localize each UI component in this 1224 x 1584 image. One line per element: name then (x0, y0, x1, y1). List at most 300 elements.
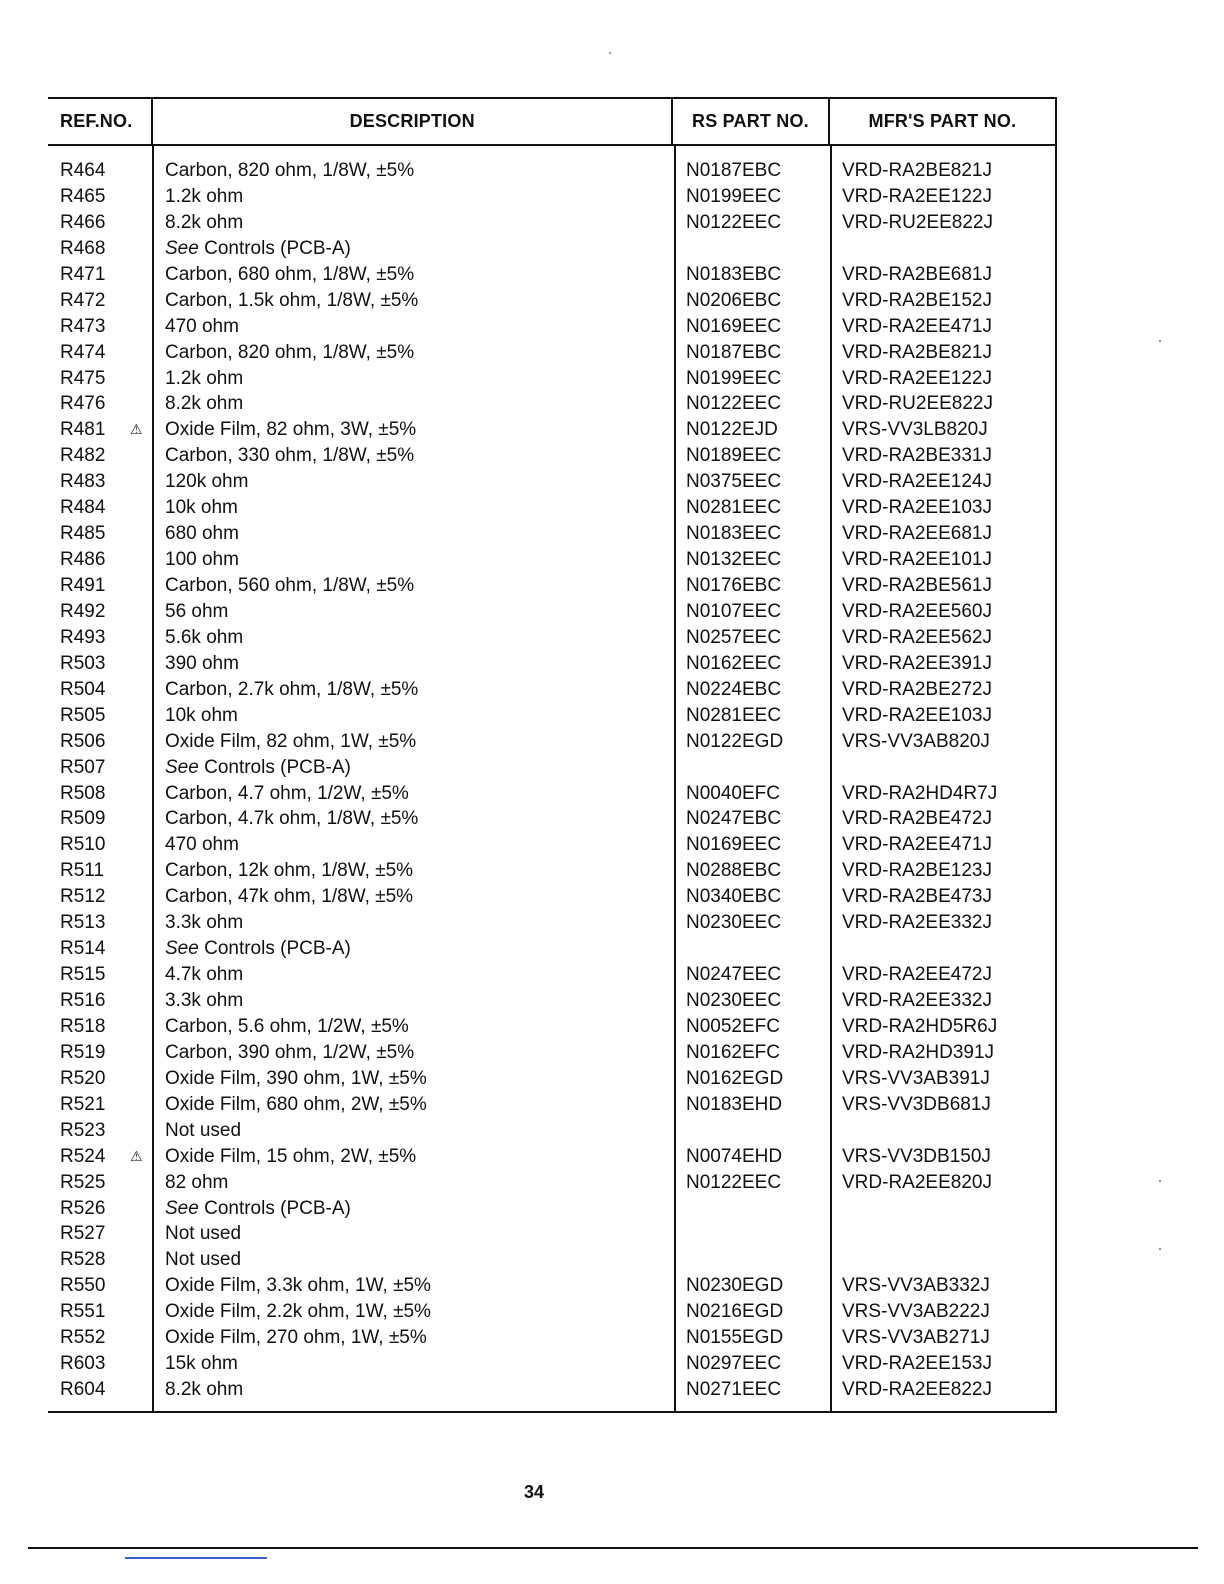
mfr-part-no: VRD-RA2EE122J (842, 185, 992, 207)
ref-no: R491 (60, 575, 106, 596)
description-text: Oxide Film, 3.3k ohm, 1W, ±5% (165, 1275, 431, 1297)
table-header (48, 99, 1057, 146)
rs-part-no: N0340EBC (686, 886, 782, 908)
rs-part-no: N0155EGD (686, 1327, 784, 1349)
table-row-description (154, 469, 674, 495)
description-text: 8.2k ohm (165, 211, 244, 233)
description-text: Controls (PCB-A) (204, 756, 351, 778)
table-row-description (154, 417, 674, 443)
rs-part-no: N0162EGD (686, 1067, 784, 1089)
description-text: Carbon, 2.7k ohm, 1/8W, ±5% (165, 678, 419, 700)
rs-part-no: N0183EHD (686, 1093, 783, 1115)
table-row-ref (48, 677, 152, 703)
ref-no: R507 (60, 756, 106, 778)
mfr-part-no (832, 1196, 1055, 1222)
ref-no: R486 (60, 549, 106, 571)
description-text: 15k ohm (165, 1353, 238, 1375)
table-row-description (154, 573, 674, 599)
mfr-part-no: VRS-VV3AB222J (842, 1301, 990, 1323)
description-text: 4.7k ohm (165, 964, 244, 986)
rs-part-no: N0271EEC (686, 1379, 782, 1401)
table-row-ref (48, 703, 152, 729)
ref-no: R483 (60, 471, 106, 493)
table-row-description (154, 988, 674, 1014)
rs-part-no: N0224EBC (686, 678, 782, 700)
table-row-description (154, 1014, 674, 1040)
rs-part-no: N0169EEC (686, 315, 782, 337)
description-text: Carbon, 4.7 ohm, 1/2W, ±5% (165, 782, 409, 804)
rs-part-no: N0187EBC (686, 160, 782, 181)
table-row-description (154, 210, 674, 236)
table-row-description (154, 962, 674, 988)
table-row-description (154, 262, 674, 288)
table-row-description (154, 1144, 674, 1170)
table-row-ref (48, 781, 152, 807)
page-number: 34 (523, 1482, 545, 1502)
description-text: Oxide Film, 680 ohm, 2W, ±5% (165, 1093, 427, 1115)
table-row-description (154, 391, 674, 417)
table-row-description (154, 521, 674, 547)
ref-no: R474 (60, 341, 106, 363)
table-row-description (154, 1170, 674, 1196)
description-text: Controls (PCB-A) (204, 938, 351, 960)
rs-part-no: N0199EEC (686, 185, 782, 207)
table-row-description (154, 910, 674, 936)
description-text: Oxide Film, 82 ohm, 1W, ±5% (165, 730, 417, 752)
table-row-ref (48, 625, 152, 651)
mfr-part-no: VRD-RA2BE821J (842, 341, 992, 363)
rs-part-no: N0247EBC (686, 808, 782, 830)
rs-part-no: N0074EHD (686, 1145, 783, 1167)
ref-no: R527 (60, 1223, 106, 1245)
table-row-ref (48, 962, 152, 988)
table-row-ref (48, 469, 152, 495)
table-body (48, 146, 1057, 1411)
table-row-description (154, 858, 674, 884)
header-ref-no: REF.NO. (60, 111, 133, 131)
mfr-part-no (832, 936, 1055, 962)
table-row-ref (48, 1092, 152, 1118)
description-text: Oxide Film, 82 ohm, 3W, ±5% (165, 419, 417, 441)
description-text: 8.2k ohm (165, 393, 244, 415)
description-text: Carbon, 560 ohm, 1/8W, ±5% (165, 575, 415, 596)
rs-part-no (676, 236, 830, 262)
mfr-part-no: VRD-RA2EE472J (842, 964, 992, 986)
description-text: Carbon, 330 ohm, 1/8W, ±5% (165, 445, 415, 467)
safety-warning-icon: ⚠ (130, 421, 143, 438)
table-row-ref (48, 184, 152, 210)
table-row-ref (48, 366, 152, 392)
mfr-part-no: VRD-RA2HD4R7J (842, 782, 998, 804)
ref-no: R481 (60, 419, 106, 441)
ref-no: R473 (60, 315, 106, 337)
table-row-ref (48, 391, 152, 417)
rs-part-no: N0375EEC (686, 471, 782, 493)
ref-no: R506 (60, 730, 106, 752)
table-row-ref (48, 521, 152, 547)
mfr-part-no: VRD-RA2EE103J (842, 497, 992, 519)
table-row-ref (48, 1247, 152, 1273)
ref-no: R521 (60, 1093, 106, 1115)
rs-part-no: N0169EEC (686, 834, 782, 856)
table-row-ref (48, 262, 152, 288)
rs-part-no: N0122EGD (686, 730, 784, 752)
table-row-description (154, 184, 674, 210)
ref-no: R511 (60, 860, 105, 882)
ref-no: R493 (60, 626, 106, 648)
ref-no: R518 (60, 1015, 106, 1037)
mfr-part-no: VRD-RA2BE473J (842, 886, 992, 908)
table-row-description (154, 547, 674, 573)
table-row-description (154, 1247, 674, 1273)
rs-part-no: N0297EEC (686, 1353, 782, 1375)
scan-speck (609, 52, 611, 54)
ref-no: R524 (60, 1145, 106, 1167)
description-text: Carbon, 820 ohm, 1/8W, ±5% (165, 341, 415, 363)
table-row-description (154, 236, 674, 262)
table-row-description (154, 366, 674, 392)
ref-no: R523 (60, 1119, 106, 1141)
rs-part-no: N0281EEC (686, 704, 782, 726)
ref-no: R503 (60, 652, 106, 674)
mfr-part-no (832, 1247, 1055, 1273)
table-row-description (154, 806, 674, 832)
rs-part-no: N0216EGD (686, 1301, 784, 1323)
table-row-ref (48, 884, 152, 910)
table-row-ref (48, 1273, 152, 1299)
mfr-part-no: VRD-RA2HD5R6J (842, 1015, 998, 1037)
description-text: 10k ohm (165, 497, 238, 519)
ref-no: R466 (60, 211, 106, 233)
table-row-ref (48, 210, 152, 236)
rs-part-no: N0183EEC (686, 523, 782, 545)
description-text: Carbon, 12k ohm, 1/8W, ±5% (165, 860, 414, 882)
table-row-description (154, 314, 674, 340)
table-row-ref (48, 1325, 152, 1351)
ref-no: R528 (60, 1249, 106, 1271)
mfr-part-no (832, 236, 1055, 262)
description-text: 470 ohm (165, 834, 239, 856)
rs-part-no: N0230EEC (686, 990, 782, 1011)
mfr-part-no: VRD-RA2HD391J (842, 1041, 995, 1063)
mfr-part-no: VRD-RA2EE681J (842, 523, 992, 545)
rs-part-no (676, 755, 830, 781)
ref-no: R484 (60, 497, 106, 519)
ref-no: R526 (60, 1197, 106, 1219)
rs-part-no (676, 1196, 830, 1222)
see-reference: See (165, 756, 199, 778)
ref-no: R550 (60, 1275, 106, 1297)
mfr-part-no (832, 1118, 1055, 1144)
ref-no: R464 (60, 160, 106, 181)
table-row-description (154, 1351, 674, 1377)
table-row-description (154, 729, 674, 755)
description-text: 1.2k ohm (165, 185, 244, 207)
rs-part-no (676, 1247, 830, 1273)
ref-no: R551 (60, 1301, 106, 1323)
description-text: Oxide Film, 15 ohm, 2W, ±5% (165, 1145, 417, 1167)
table-row-description (154, 1377, 674, 1403)
mfr-part-no: VRS-VV3LB820J (842, 419, 988, 441)
table-row-ref (48, 1196, 152, 1222)
rs-part-no: N0183EBC (686, 263, 782, 285)
ref-no: R471 (60, 263, 106, 285)
description-text: Carbon, 47k ohm, 1/8W, ±5% (165, 886, 414, 908)
table-row-ref (48, 936, 152, 962)
description-text: 82 ohm (165, 1171, 229, 1193)
ref-no: R515 (60, 964, 106, 986)
table-row-description (154, 884, 674, 910)
description-text: Carbon, 390 ohm, 1/2W, ±5% (165, 1041, 415, 1063)
rs-part-no: N0230EGD (686, 1275, 784, 1297)
rs-part-no: N0187EBC (686, 341, 782, 363)
description-text: Not used (165, 1119, 242, 1141)
table-row-description (154, 495, 674, 521)
table-row-description (154, 1066, 674, 1092)
mfr-part-no: VRD-RA2BE123J (842, 860, 992, 882)
rs-part-column (674, 146, 830, 1411)
ref-no: R472 (60, 289, 106, 311)
table-row-ref (48, 1066, 152, 1092)
description-text: Carbon, 1.5k ohm, 1/8W, ±5% (165, 289, 419, 311)
table-row-ref (48, 1144, 152, 1170)
description-text: 680 ohm (165, 523, 239, 545)
mfr-part-no: VRS-VV3AB271J (842, 1327, 990, 1349)
table-row-description (154, 1273, 674, 1299)
table-row-description (154, 936, 674, 962)
ref-no: R509 (60, 808, 106, 830)
ref-no: R504 (60, 678, 106, 700)
description-text: 10k ohm (165, 704, 238, 726)
description-text: 120k ohm (165, 471, 249, 493)
rs-part-no: N0206EBC (686, 289, 782, 311)
header-rs-part-no: RS PART NO. (671, 99, 828, 144)
table-row-ref (48, 599, 152, 625)
description-text: 3.3k ohm (165, 990, 244, 1011)
description-text: Oxide Film, 270 ohm, 1W, ±5% (165, 1327, 427, 1349)
mfr-part-no: VRD-RA2BE272J (842, 678, 992, 700)
table-row-ref (48, 1377, 152, 1403)
description-text: Not used (165, 1249, 242, 1271)
mfr-part-no: VRS-VV3AB332J (842, 1275, 990, 1297)
mfr-part-no: VRD-RA2EE332J (842, 990, 992, 1011)
table-row-description (154, 703, 674, 729)
table-row-ref (48, 1221, 152, 1247)
rs-part-no: N0122EEC (686, 1171, 782, 1193)
ref-no: R465 (60, 185, 106, 207)
header-description: DESCRIPTION (151, 99, 671, 144)
table-row-ref (48, 832, 152, 858)
ref-no: R475 (60, 367, 106, 389)
ref-no-column (48, 146, 152, 1411)
rs-part-no: N0052EFC (686, 1015, 780, 1037)
description-text: 8.2k ohm (165, 1379, 244, 1401)
table-row-ref (48, 1118, 152, 1144)
ref-no: R468 (60, 237, 106, 259)
rs-part-no: N0281EEC (686, 497, 782, 519)
description-column (152, 146, 674, 1411)
rs-part-no: N0230EEC (686, 912, 782, 934)
mfr-part-no: VRD-RA2EE124J (842, 471, 992, 493)
table-row-ref (48, 1040, 152, 1066)
ref-no: R516 (60, 990, 106, 1011)
mfr-part-no: VRD-RA2BE681J (842, 263, 992, 285)
table-row-ref (48, 573, 152, 599)
table-row-ref (48, 417, 152, 443)
table-row-ref (48, 806, 152, 832)
description-text: 390 ohm (165, 652, 239, 674)
description-text: Carbon, 820 ohm, 1/8W, ±5% (165, 160, 415, 181)
ref-no: R482 (60, 445, 106, 467)
mfr-part-no: VRD-RA2EE471J (842, 315, 992, 337)
table-row-ref (48, 158, 152, 184)
table-row-description (154, 755, 674, 781)
table-row-description (154, 1221, 674, 1247)
mfr-part-no: VRS-VV3DB681J (842, 1093, 991, 1115)
rs-part-no: N0199EEC (686, 367, 782, 389)
rs-part-no: N0288EBC (686, 860, 782, 882)
table-row-ref (48, 340, 152, 366)
description-text: 5.6k ohm (165, 626, 244, 648)
footer-rule (28, 1547, 1198, 1549)
description-text: Not used (165, 1223, 242, 1245)
rs-part-no: N0247EEC (686, 964, 782, 986)
mfr-part-no: VRD-RA2BE561J (842, 575, 992, 596)
mfr-part-column (830, 146, 1057, 1411)
mfr-part-no (832, 755, 1055, 781)
rs-part-no: N0122EEC (686, 393, 782, 415)
table-row-ref (48, 236, 152, 262)
ref-no: R519 (60, 1041, 106, 1063)
mfr-part-no: VRD-RA2BE821J (842, 160, 992, 181)
table-row-ref (48, 1170, 152, 1196)
scan-speck (1159, 1180, 1161, 1182)
mfr-part-no: VRD-RA2BE152J (842, 289, 992, 311)
rs-part-no: N0162EFC (686, 1041, 780, 1063)
mfr-part-no: VRD-RA2EE332J (842, 912, 992, 934)
mfr-part-no: VRD-RU2EE822J (842, 393, 993, 415)
parts-table (48, 97, 1057, 1413)
ref-no: R520 (60, 1067, 106, 1089)
mfr-part-no: VRD-RA2EE391J (842, 652, 992, 674)
mfr-part-no: VRD-RA2EE822J (842, 1379, 992, 1401)
description-text: 56 ohm (165, 600, 229, 622)
rs-part-no: N0122EJD (686, 419, 778, 441)
rs-part-no: N0189EEC (686, 445, 782, 467)
table-row-ref (48, 858, 152, 884)
ref-no: R525 (60, 1171, 106, 1193)
ref-no: R476 (60, 393, 106, 415)
description-text: Controls (PCB-A) (204, 1197, 351, 1219)
table-row-ref (48, 1351, 152, 1377)
table-row-description (154, 1196, 674, 1222)
table-row-description (154, 677, 674, 703)
table-row-description (154, 651, 674, 677)
description-text: 100 ohm (165, 549, 239, 571)
table-row-ref (48, 443, 152, 469)
mfr-part-no: VRD-RA2EE471J (842, 834, 992, 856)
table-row-description (154, 158, 674, 184)
ref-no: R604 (60, 1379, 106, 1401)
mfr-part-no: VRD-RA2EE560J (842, 600, 992, 622)
table-row-description (154, 1299, 674, 1325)
table-row-ref (48, 988, 152, 1014)
ref-no: R603 (60, 1353, 106, 1375)
ref-no: R485 (60, 523, 106, 545)
ref-no: R492 (60, 600, 106, 622)
mfr-part-no: VRD-RA2BE331J (842, 445, 992, 467)
rs-part-no: N0040EFC (686, 782, 780, 804)
footer-blue-line (125, 1557, 267, 1559)
rs-part-no (676, 936, 830, 962)
mfr-part-no: VRS-VV3DB150J (842, 1145, 991, 1167)
see-reference: See (165, 237, 199, 259)
table-row-ref (48, 651, 152, 677)
description-text: Controls (PCB-A) (204, 237, 351, 259)
mfr-part-no: VRD-RA2BE472J (842, 808, 992, 830)
table-row-ref (48, 910, 152, 936)
ref-no: R514 (60, 938, 106, 960)
table-row-description (154, 1092, 674, 1118)
header-mfr-part-no: MFR'S PART NO. (828, 99, 1057, 144)
description-text: Oxide Film, 2.2k ohm, 1W, ±5% (165, 1301, 431, 1323)
rs-part-no (676, 1118, 830, 1144)
table-row-ref (48, 729, 152, 755)
description-text: 1.2k ohm (165, 367, 244, 389)
table-row-description (154, 832, 674, 858)
table-row-description (154, 288, 674, 314)
description-text: 3.3k ohm (165, 912, 244, 934)
table-row-ref (48, 314, 152, 340)
mfr-part-no: VRD-RU2EE822J (842, 211, 993, 233)
table-row-ref (48, 755, 152, 781)
ref-no: R508 (60, 782, 106, 804)
table-row-ref (48, 288, 152, 314)
table-row-ref (48, 1014, 152, 1040)
mfr-part-no: VRD-RA2EE820J (842, 1171, 992, 1193)
description-text: Oxide Film, 390 ohm, 1W, ±5% (165, 1067, 427, 1089)
rs-part-no: N0257EEC (686, 626, 782, 648)
mfr-part-no: VRD-RA2EE101J (842, 549, 992, 571)
description-text: Carbon, 680 ohm, 1/8W, ±5% (165, 263, 415, 285)
rs-part-no: N0132EEC (686, 549, 782, 571)
rs-part-no (676, 1221, 830, 1247)
safety-warning-icon: ⚠ (130, 1147, 143, 1164)
mfr-part-no: VRD-RA2EE562J (842, 626, 992, 648)
ref-no: R505 (60, 704, 106, 726)
description-text: Carbon, 5.6 ohm, 1/2W, ±5% (165, 1015, 409, 1037)
description-text: 470 ohm (165, 315, 239, 337)
mfr-part-no: VRD-RA2EE122J (842, 367, 992, 389)
see-reference: See (165, 938, 199, 960)
table-row-description (154, 625, 674, 651)
table-row-description (154, 340, 674, 366)
table-row-description (154, 781, 674, 807)
rs-part-no: N0162EEC (686, 652, 782, 674)
table-row-ref (48, 495, 152, 521)
table-row-description (154, 443, 674, 469)
description-text: Carbon, 4.7k ohm, 1/8W, ±5% (165, 808, 419, 830)
mfr-part-no (832, 1221, 1055, 1247)
table-row-description (154, 1118, 674, 1144)
scan-speck (1159, 1248, 1161, 1250)
mfr-part-no: VRD-RA2EE103J (842, 704, 992, 726)
mfr-part-no: VRS-VV3AB391J (842, 1067, 990, 1089)
rs-part-no: N0122EEC (686, 211, 782, 233)
mfr-part-no: VRD-RA2EE153J (842, 1353, 992, 1375)
table-row-description (154, 599, 674, 625)
table-row-ref (48, 547, 152, 573)
